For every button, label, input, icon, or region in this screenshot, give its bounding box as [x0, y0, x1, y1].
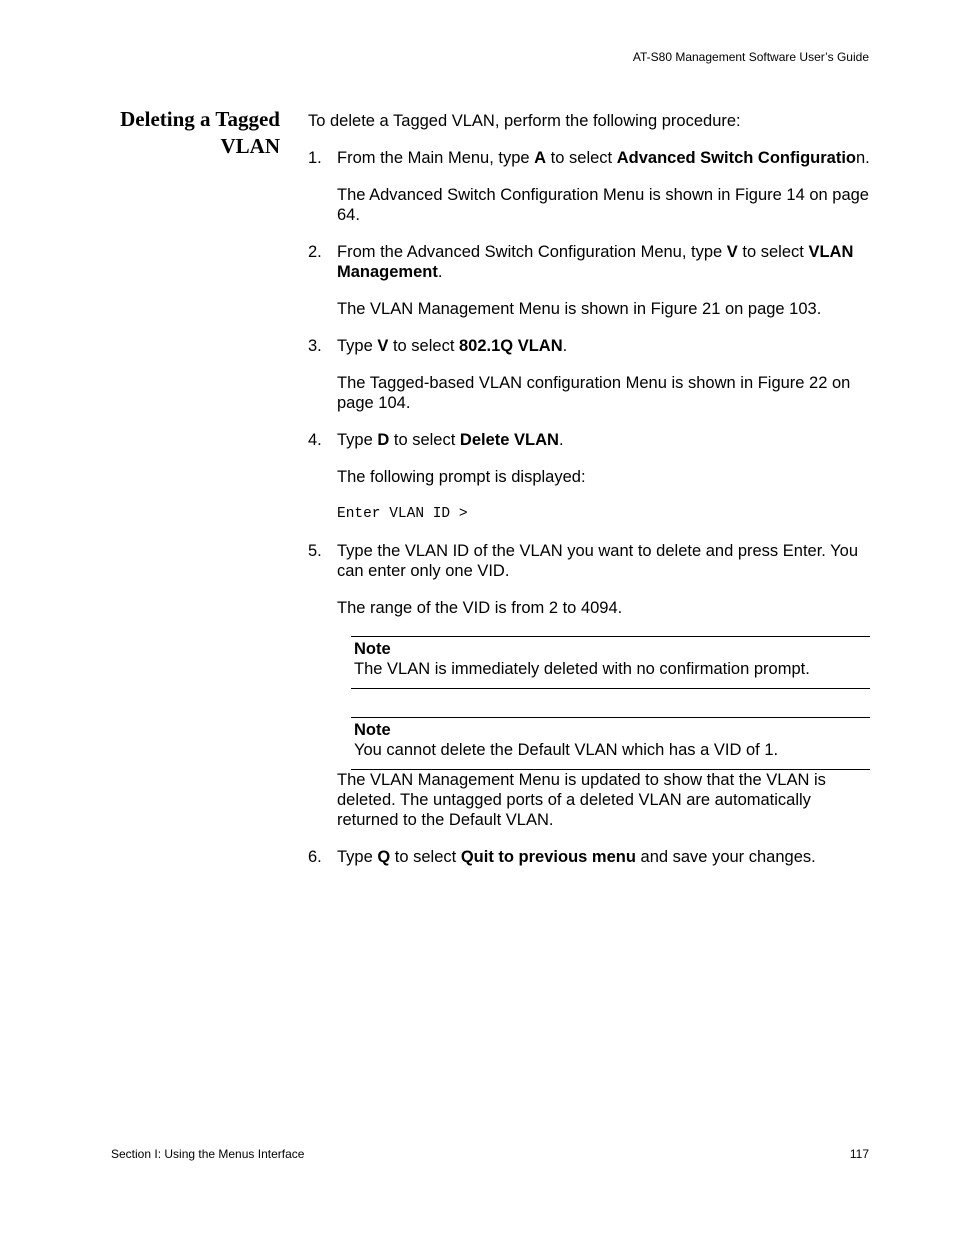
procedure-body [308, 111, 870, 884]
step-text: From the Advanced Switch Configuration Menu, type [337, 243, 727, 261]
step-text: to select [390, 848, 461, 866]
step-number: 6. [308, 848, 322, 866]
step-text: . [558, 431, 564, 449]
note-text: The VLAN is immediately deleted with no confirmation prompt. [354, 660, 810, 678]
step-detail: The range of the VID is from 2 to 4094. [337, 599, 623, 617]
step-text: Type [337, 848, 378, 866]
step-text: Type [337, 431, 378, 449]
step-key: V [377, 337, 389, 355]
step-detail: The Advanced Switch Configuration Menu is shown in Figure 14 on page 64. [337, 186, 869, 224]
step-text: and save your changes. [635, 848, 816, 866]
step-menu-name: Delete VLAN [459, 431, 559, 449]
footer-section-label: Section I: Using the Menus Interface [111, 1147, 305, 1161]
step-detail: The VLAN Management Menu is shown in Figure 21 on page 103. [337, 300, 822, 318]
step-menu-name: VLAN Management [337, 243, 854, 281]
step-text: Type [337, 337, 378, 355]
section-heading-line2: VLAN [220, 134, 280, 158]
section-heading-line1: Deleting a Tagged [120, 107, 280, 131]
step-key: Q [377, 848, 391, 866]
step-text: . [437, 263, 443, 281]
note-label: Note [354, 640, 391, 658]
step-detail: The VLAN Management Menu is updated to show that the VLAN is deleted. The untagged ports of a deleted VLAN are automatically returned to the Default VLAN. [337, 771, 826, 829]
step-instruction [337, 148, 870, 168]
step-instruction: Type the VLAN ID of the VLAN you want to delete and press Enter. You can enter only one VID. [337, 542, 858, 580]
step-detail: The Tagged-based VLAN configuration Menu is shown in Figure 22 on page 104. [337, 374, 851, 412]
step-instruction [337, 336, 870, 356]
note-text: You cannot delete the Default VLAN which has a VID of 1. [354, 741, 779, 759]
step-text: to select [737, 243, 809, 261]
step-instruction [337, 242, 870, 282]
step-6 [308, 847, 870, 867]
note-box [351, 636, 870, 689]
step-text: to select [388, 337, 459, 355]
step-number: 4. [308, 431, 322, 449]
note-label: Note [354, 721, 391, 739]
step-number: 5. [308, 542, 322, 560]
step-number: 1. [308, 149, 322, 167]
intro-paragraph: To delete a Tagged VLAN, perform the following procedure: [308, 112, 741, 130]
step-key: A [534, 149, 547, 167]
step-3 [308, 336, 870, 413]
step-text: to select [389, 431, 460, 449]
step-key: D [377, 431, 390, 449]
step-instruction [337, 847, 870, 867]
step-2 [308, 242, 870, 319]
step-text: . [562, 337, 568, 355]
note-box [351, 717, 870, 770]
step-number: 3. [308, 337, 322, 355]
step-number: 2. [308, 243, 322, 261]
step-detail: The following prompt is displayed: [337, 468, 586, 486]
step-text: From the Main Menu, type [337, 149, 535, 167]
step-4 [308, 430, 870, 524]
section-heading [100, 106, 280, 160]
step-instruction [337, 430, 870, 450]
step-1 [308, 148, 870, 225]
step-key: V [726, 243, 738, 261]
step-menu-name: Quit to previous menu [460, 848, 636, 866]
running-header: AT-S80 Management Software User’s Guide [632, 50, 869, 64]
step-text: to select [546, 149, 617, 167]
step-text: n. [856, 149, 870, 167]
step-menu-name: Advanced Switch Configuratio [616, 149, 856, 167]
step-menu-name: 802.1Q VLAN [459, 337, 563, 355]
step-5 [308, 541, 870, 830]
command-prompt: Enter VLAN ID > [337, 506, 468, 522]
page-number: 117 [849, 1147, 869, 1161]
